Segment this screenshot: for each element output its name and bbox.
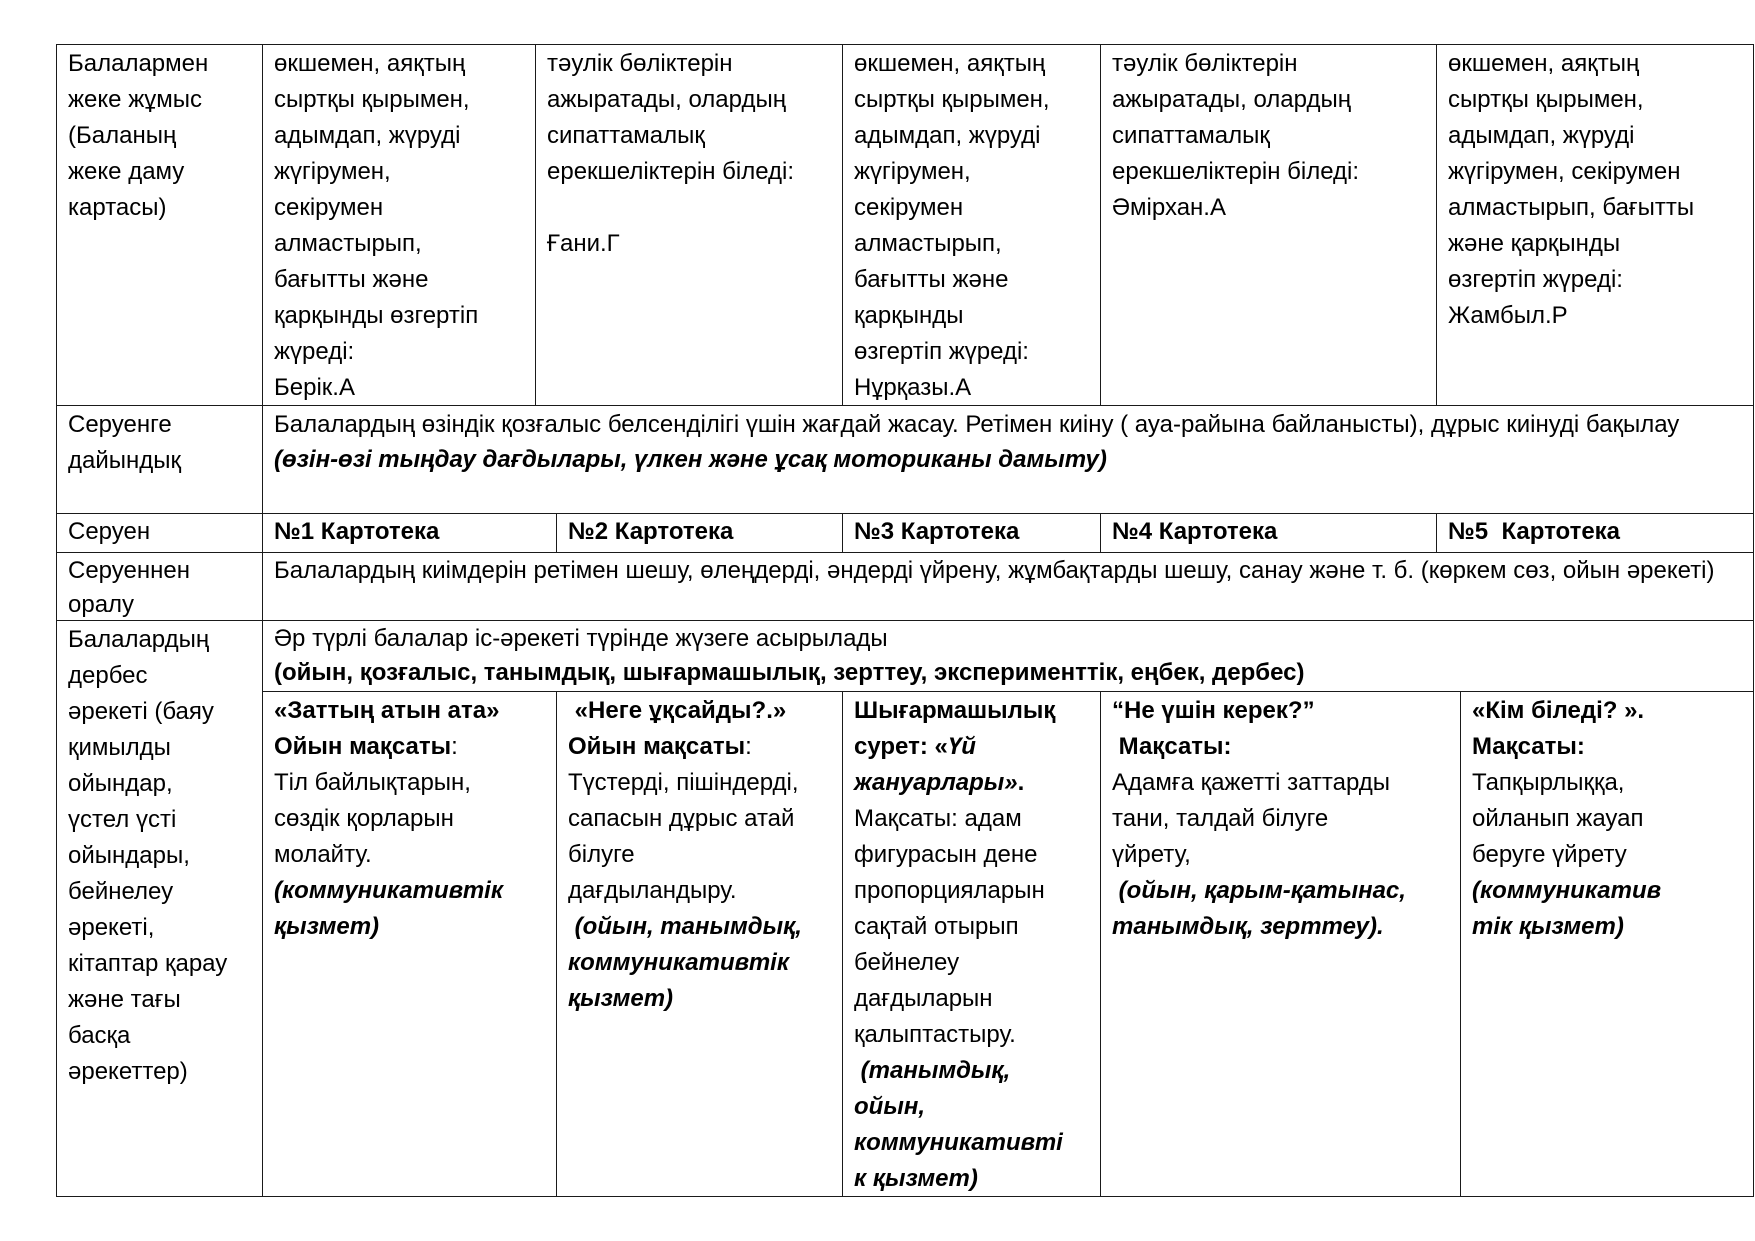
walk-prep-text: Балалардың өзіндік қозғалыс белсенділігі үшін жағдай жасау. Ретімен киіну ( ауа-райына байланысты), дұрыс киінуді бақылау bbox=[274, 411, 1680, 438]
game-title: «Заттың атын ата» bbox=[274, 697, 500, 724]
game-goal-colon: : bbox=[745, 733, 752, 760]
game-note: (ойын, танымдық, коммуникативтік қызмет) bbox=[568, 913, 802, 1012]
game-note: (коммуникативтік қызмет) bbox=[274, 877, 503, 940]
game-title: «Кім біледі? ». bbox=[1472, 697, 1645, 724]
individual-work-wednesday: өкшемен, аяқтың сыртқы қырымен, адымдап, жүруді жүгірумен, секірумен алмастырып, бағытты және қарқынды өзгертіп жүреді: Нұрқазы.А bbox=[854, 50, 1050, 401]
game-title-end: . bbox=[1017, 769, 1025, 796]
game-title-emphasis: Үй жануарлары» bbox=[854, 733, 1018, 796]
column-divider bbox=[262, 44, 263, 1197]
game-goal: Түстерді, пішіндерді, сапасын дұрыс атай білуге дағдыландыру. bbox=[568, 769, 799, 904]
column-divider bbox=[535, 44, 536, 405]
activity-game-thursday bbox=[1112, 691, 1458, 945]
activity-game-wednesday bbox=[854, 691, 1098, 1197]
individual-work-friday: өкшемен, аяқтың сыртқы қырымен, адымдап, жүруді жүгірумен, секірумен алмастырып, бағытты және қарқынды өзгертіп жүреді: Жамбыл.Р bbox=[1448, 50, 1695, 329]
column-divider bbox=[842, 691, 843, 1197]
activity-game-monday bbox=[274, 691, 554, 945]
game-goal-colon: : bbox=[451, 733, 458, 760]
return-content: Балалардың киімдерін ретімен шешу, өлеңдерді, әндерді үйрену, жұмбақтарды шешу, санау және т. б. (көркем сөз, ойын әрекеті) bbox=[274, 557, 1715, 584]
column-divider bbox=[1100, 44, 1101, 405]
game-goal: Тіл байлықтарын, сөздік қорларын молайту. bbox=[274, 769, 471, 868]
game-goal-label: Ойын мақсаты bbox=[568, 733, 746, 760]
game-title: «Неге ұқсайды?.» bbox=[568, 697, 787, 724]
table-border-right bbox=[1753, 44, 1754, 1197]
individual-work-tuesday: тәулік бөліктерін ажыратады, олардың сипаттамалық ерекшеліктерін біледі: Ғани.Г bbox=[547, 50, 795, 257]
individual-work-thursday: тәулік бөліктерін ажыратады, олардың сипаттамалық ерекшеліктерін біледі: Әмірхан.А bbox=[1112, 50, 1360, 221]
walk-card-2: №2 Картотека bbox=[568, 518, 734, 545]
game-goal-label: Мақсаты: bbox=[1112, 733, 1232, 760]
walk-card-3: №3 Картотека bbox=[854, 518, 1020, 545]
game-goal: Адамға қажетті заттарды тани, талдай білуге үйрету, bbox=[1112, 769, 1391, 868]
game-note: (танымдық, ойын, коммуникативті к қызмет) bbox=[854, 1057, 1063, 1192]
game-goal-label: Ойын мақсаты bbox=[274, 733, 452, 760]
walk-card-4: №4 Картотека bbox=[1112, 518, 1278, 545]
table-border-left bbox=[56, 44, 57, 1197]
column-divider bbox=[1100, 691, 1101, 1197]
walk-prep-content bbox=[274, 405, 1744, 477]
game-goal-label: Мақсаты: bbox=[1472, 733, 1585, 760]
column-divider bbox=[556, 691, 557, 1197]
column-divider bbox=[556, 513, 557, 552]
activity-game-tuesday bbox=[568, 691, 840, 1017]
column-divider bbox=[1100, 513, 1101, 552]
row-label-independent-activity: Балалардың дербес әрекеті (баяу қимылды ойындар, үстел үсті ойындары, бейнелеу әрекеті, кітаптар қарау және тағы басқа әрекеттер) bbox=[68, 626, 228, 1085]
activity-intro-types: (ойын, қозғалыс, танымдық, шығармашылық, зерттеу, эксперименттік, еңбек, дербес) bbox=[274, 659, 1305, 686]
game-note: (ойын, қарым-қатынас, танымдық, зерттеу). bbox=[1112, 877, 1406, 940]
row-label-walk: Серуен bbox=[68, 518, 151, 545]
column-divider bbox=[1460, 691, 1461, 1197]
row-label-individual-work: Балалармен жеке жұмыс (Баланың жеке даму картасы) bbox=[68, 50, 209, 221]
activity-intro bbox=[274, 620, 1744, 690]
game-goal: Тапқырлыққа, ойланып жауап беруге үйрету bbox=[1472, 769, 1644, 868]
row-label-return: Серуеннен оралу bbox=[68, 557, 190, 618]
game-title: “Не үшін керек?” bbox=[1112, 697, 1315, 724]
column-divider bbox=[842, 513, 843, 552]
column-divider bbox=[1436, 513, 1437, 552]
row-label-walk-prep: Серуенге дайындық bbox=[68, 411, 182, 474]
activity-intro-text: Әр түрлі балалар іс-әрекеті түрінде жүзеге асырылады bbox=[274, 625, 888, 652]
game-title: Шығармашылық сурет: « bbox=[854, 697, 1056, 760]
individual-work-monday: өкшемен, аяқтың сыртқы қырымен, адымдап, жүруді жүгірумен, секірумен алмастырып, бағытты және қарқынды өзгертіп жүреді: Берік.А bbox=[274, 50, 479, 401]
walk-card-5: №5 Картотека bbox=[1448, 518, 1621, 545]
column-divider bbox=[1436, 44, 1437, 405]
game-goal: Мақсаты: адам фигурасын дене пропорцияларын сақтай отырып бейнелеу дағдыларын қалыптастыру. bbox=[854, 805, 1045, 1048]
column-divider bbox=[842, 44, 843, 405]
walk-card-1: №1 Картотека bbox=[274, 518, 440, 545]
game-note: (коммуникатив тік қызмет) bbox=[1472, 877, 1662, 940]
schedule-table bbox=[56, 44, 1754, 1196]
activity-game-friday bbox=[1472, 691, 1752, 945]
walk-prep-note: (өзін-өзі тыңдау дағдылары, үлкен және ұсақ моториканы дамыту) bbox=[274, 446, 1107, 473]
